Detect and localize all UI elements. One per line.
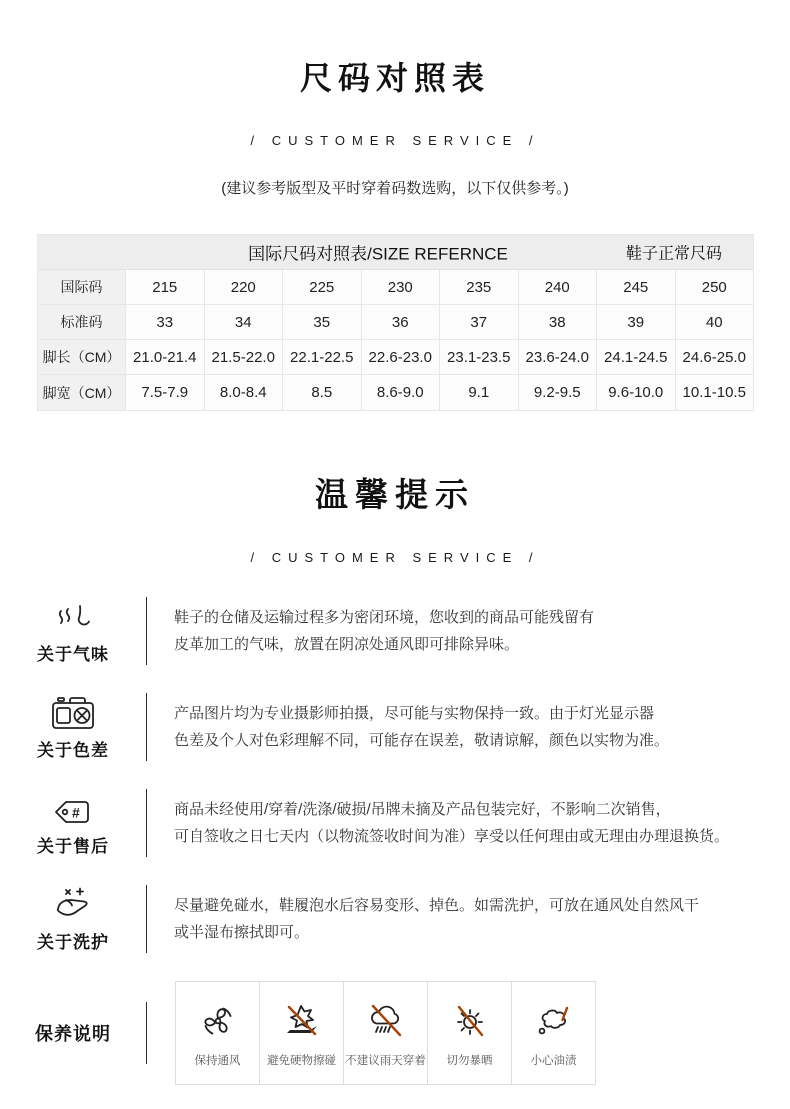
table-cell: 225 [283,270,362,305]
table-row-standard-code [38,305,753,340]
care-label: 保养说明 [35,1024,111,1044]
note-text: 色差及个人对色彩理解不同，可能存在误差，敬请谅解，颜色以实物为准。 [174,732,670,749]
table-cell: 21.5-22.0 [205,340,284,375]
note-row-washcare [0,885,790,953]
table-cell: 245 [597,270,676,305]
table-cell: 235 [440,270,519,305]
table-cell: 33 [126,305,205,340]
warm-tips-section [0,469,790,1085]
table-cell: 37 [440,305,519,340]
table-cell: 8.6-9.0 [362,375,441,410]
fan-icon [198,998,238,1044]
note-text: 或半湿布擦拭即可。 [174,924,310,941]
smell-icon [51,597,95,635]
table-cell: 230 [362,270,441,305]
care-item-label: 不建议雨天穿着 [345,1055,426,1067]
row-label: 标准码 [38,305,126,340]
table-cell: 23.1-23.5 [440,340,519,375]
note-text: 皮革加工的气味，放置在阴凉处通风即可排除异味。 [174,636,520,653]
table-cell: 10.1-10.5 [676,375,754,410]
note-text: 可自签收之日七天内（以物流签收时间为准）享受以任何理由或无理由办理退换货。 [174,828,730,845]
table-cell: 8.5 [283,375,362,410]
note-row-color [0,693,790,761]
size-table-header-right: 鞋子正常尺码 [625,245,723,263]
size-table-header-left: 国际尺码对照表/SIZE REFERNCE [248,244,508,264]
no-rain-icon [365,998,407,1044]
table-cell: 9.2-9.5 [519,375,598,410]
care-box-no-hard-objects [259,981,344,1085]
customer-service-subtitle: / CUSTOMER SERVICE / [250,550,540,565]
row-label: 脚宽（CM） [38,375,126,410]
no-hard-object-icon [282,998,322,1044]
table-row-foot-width [38,375,753,410]
care-box-no-sun [427,981,512,1085]
no-sun-icon [450,998,490,1044]
care-item-label: 保持通风 [194,1055,241,1067]
table-cell: 220 [205,270,284,305]
divider [146,1002,147,1064]
note-row-smell [0,597,790,665]
table-cell: 23.6-24.0 [519,340,598,375]
customer-service-subtitle: / CUSTOMER SERVICE / [250,133,540,148]
care-box-oil-stains [511,981,596,1085]
table-cell: 22.6-23.0 [362,340,441,375]
table-cell: 7.5-7.9 [126,375,205,410]
table-cell: 250 [676,270,754,305]
tag-icon [52,789,94,827]
table-cell: 215 [126,270,205,305]
svg-text:#: # [72,804,80,821]
table-cell: 24.6-25.0 [676,340,754,375]
table-cell: 9.1 [440,375,519,410]
note-label: 关于气味 [37,645,109,664]
table-cell: 240 [519,270,598,305]
table-cell: 22.1-22.5 [283,340,362,375]
note-label: 关于色差 [37,741,109,760]
page-title: 尺码对照表 [299,60,490,96]
care-item-label: 小心油渍 [530,1055,577,1067]
size-advice-note: (建议参考版型及平时穿着码数选购，以下仅供参考。) [221,180,569,197]
table-cell: 9.6-10.0 [597,375,676,410]
size-table-header-row [38,235,753,270]
table-cell: 34 [205,305,284,340]
note-label: 关于洗护 [37,933,109,952]
camera-icon [50,693,96,731]
care-box-no-rain [343,981,428,1085]
care-instructions-row [0,981,790,1085]
row-label: 脚长（CM） [38,340,126,375]
note-label: 关于售后 [37,837,109,856]
care-box-ventilation [175,981,260,1085]
oil-stain-icon [533,998,575,1044]
note-row-aftersales [0,789,790,857]
table-cell: 39 [597,305,676,340]
table-cell: 24.1-24.5 [597,340,676,375]
note-text: 产品图片均为专业摄影师拍摄，尽可能与实物保持一致。由于灯光显示器 [174,705,655,722]
table-row-international-code [38,270,753,305]
note-text: 尽量避免碰水，鞋履泡水后容易变形、掉色。如需洗护，可放在通风处自然风干 [174,897,700,914]
table-cell: 40 [676,305,754,340]
table-row-foot-length [38,340,753,375]
size-chart-section [0,0,790,411]
handwash-icon [50,885,96,923]
care-item-label: 避免硬物擦碰 [267,1055,336,1067]
table-cell: 38 [519,305,598,340]
tips-title: 温馨提示 [315,476,475,513]
table-cell: 36 [362,305,441,340]
table-cell: 21.0-21.4 [126,340,205,375]
note-text: 商品未经使用/穿着/洗涤/破损/吊牌未摘及产品包装完好，不影响二次销售， [174,801,671,818]
row-label: 国际码 [38,270,126,305]
table-cell: 35 [283,305,362,340]
note-text: 鞋子的仓储及运输过程多为密闭环境，您收到的商品可能残留有 [174,609,595,626]
table-cell: 8.0-8.4 [205,375,284,410]
size-table [37,234,754,411]
care-item-label: 切勿暴晒 [446,1055,493,1067]
